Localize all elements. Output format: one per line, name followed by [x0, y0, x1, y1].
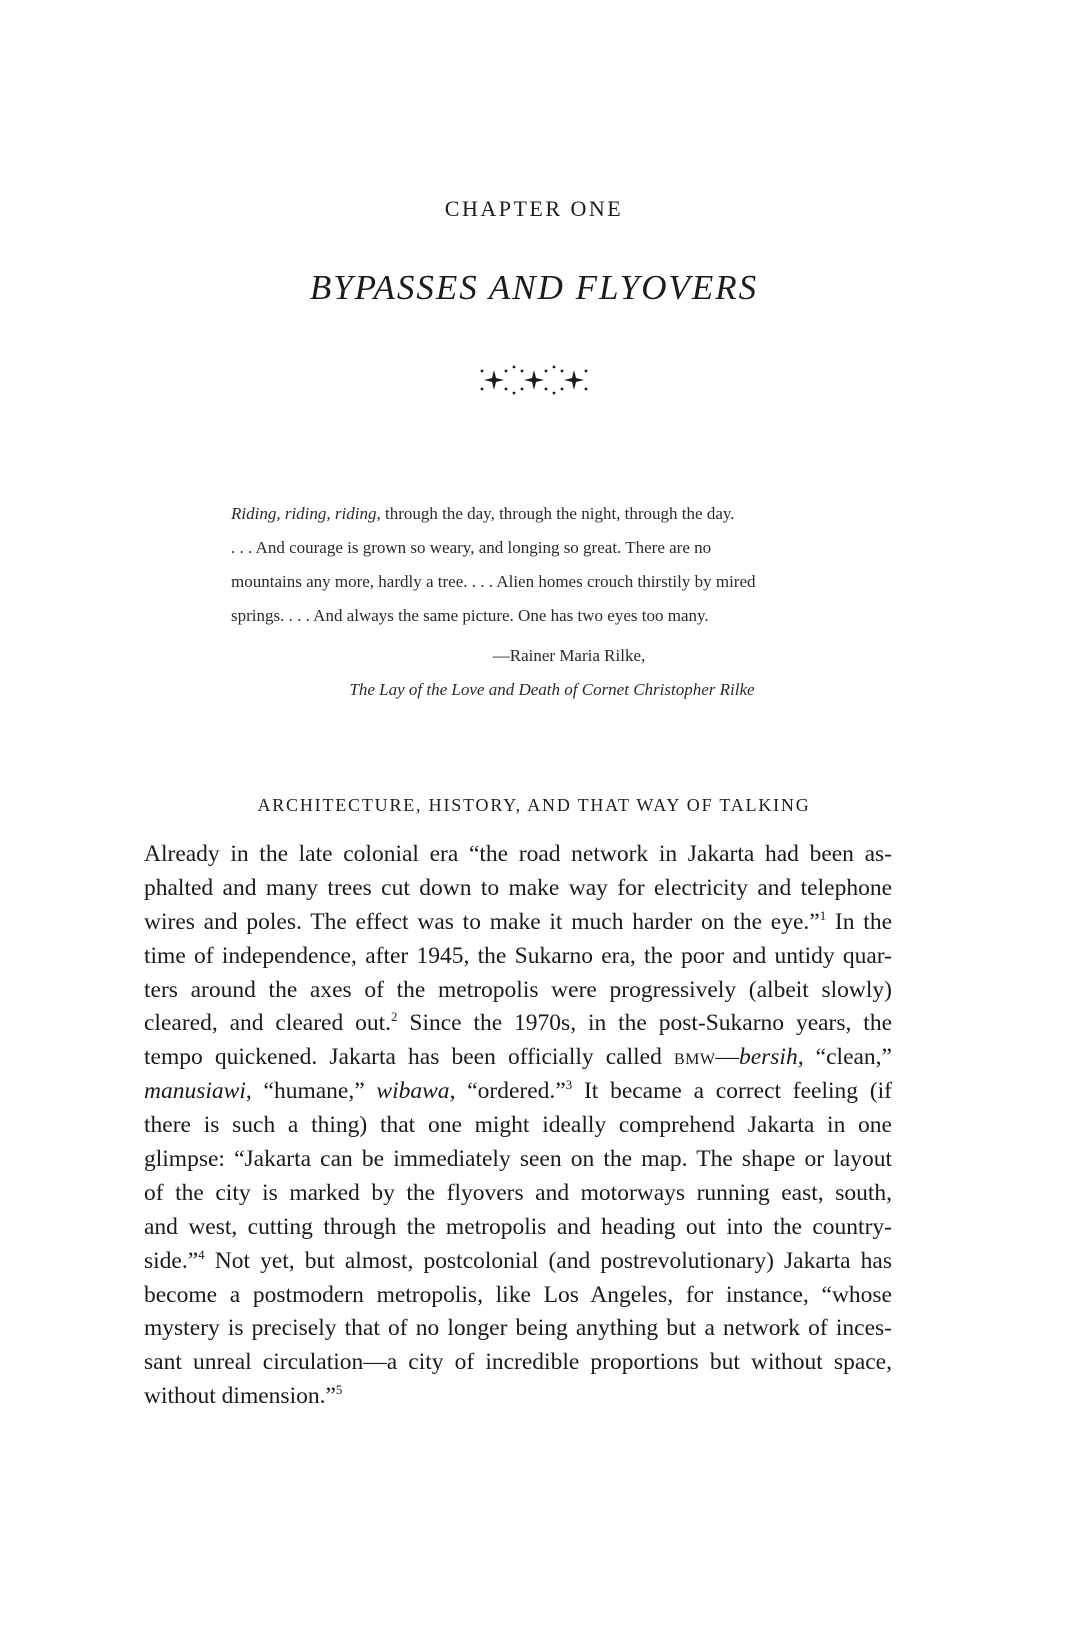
body-line: glimpse: “Jakarta can be immediately seen on the map. The shape or layout	[144, 1146, 892, 1173]
body-text: In the	[826, 908, 892, 935]
body-line	[144, 1075, 892, 1109]
section-heading: ARCHITECTURE, HISTORY, AND THAT WAY OF TALKING	[257, 795, 811, 815]
body-text: , “ordered.”	[449, 1078, 566, 1105]
body-line	[144, 1041, 892, 1075]
body-text: without dimension.”	[144, 1383, 336, 1410]
body-paragraph	[144, 838, 892, 1414]
body-line: and west, cutting through the metropolis and heading out into the country-	[144, 1213, 892, 1240]
epigraph-author: —Rainer Maria Rilke,	[492, 646, 646, 665]
epigraph-line: mountains any more, hardly a tree. . . . Alien homes crouch thirstily by mired	[231, 572, 756, 591]
epigraph-line: . . . And courage is grown so weary, and longing so great. There are no	[231, 538, 712, 557]
body-text: , “clean,”	[797, 1044, 892, 1071]
body-line	[144, 1245, 892, 1279]
epigraph-italic-phrase: Riding, riding, riding	[231, 504, 377, 523]
footnote-ref[interactable]: 2	[391, 1009, 398, 1025]
body-text: Not yet, but almost, postcolonial (and postrevolutionary) Jakarta has	[204, 1247, 892, 1274]
footnote-ref[interactable]: 4	[198, 1246, 205, 1262]
body-line: become a postmodern metropolis, like Los Angeles, for instance, “whose	[144, 1281, 892, 1308]
body-text: side.”	[144, 1247, 199, 1274]
body-line: Already in the late colonial era “the road network in Jakarta had been as-	[144, 841, 892, 867]
body-line: sant unreal circulation—a city of incredible proportions but without space,	[144, 1349, 892, 1376]
body-text: wires and poles. The effect was to make it much harder on the eye.”	[144, 908, 820, 935]
epigraph	[231, 497, 809, 633]
body-line: there is such a thing) that one might ideally comprehend Jakarta in one	[144, 1112, 892, 1139]
body-line: mystery is precisely that of no longer being anything but a network of inces-	[144, 1315, 892, 1342]
foreign-term: manusiawi	[144, 1078, 246, 1105]
body-line: phalted and many trees cut down to make way for electricity and telephone	[144, 874, 892, 901]
footnote-ref[interactable]: 3	[565, 1077, 573, 1093]
footnote-ref[interactable]: 5	[335, 1382, 343, 1398]
epigraph-attribution	[0, 639, 1068, 707]
body-line	[144, 906, 892, 940]
epigraph-work-title: The Lay of the Love and Death of Cornet Christopher Rilke	[349, 680, 755, 699]
chapter-title: BYPASSES AND FLYOVERS	[309, 268, 759, 307]
foreign-term: wibawa	[376, 1078, 450, 1105]
body-text: Since the 1970s, in the post-Sukarno years, the	[397, 1010, 892, 1037]
epigraph-line	[231, 497, 809, 531]
chapter-label: CHAPTER ONE	[444, 196, 624, 221]
body-line	[144, 1007, 892, 1041]
body-line: time of independence, after 1945, the Sukarno era, the poor and untidy quar-	[144, 942, 892, 969]
body-text: cleared, and cleared out.	[144, 1010, 392, 1037]
body-line	[144, 1380, 892, 1414]
epigraph-text: , through the day, through the night, through the day.	[376, 504, 735, 523]
body-line: ters around the axes of the metropolis were progressively (albeit slowly)	[144, 976, 892, 1003]
body-line: of the city is marked by the flyovers and motorways running east, south,	[144, 1179, 892, 1206]
acronym-bmw: bmw	[673, 1044, 716, 1071]
epigraph-line: springs. . . . And always the same picture. One has two eyes too many.	[231, 606, 709, 625]
three-star-ornament-icon	[474, 360, 594, 400]
foreign-term: bersih	[738, 1044, 798, 1071]
body-text: —	[715, 1044, 739, 1071]
footnote-ref[interactable]: 1	[819, 907, 827, 923]
body-text: , “humane,”	[245, 1078, 377, 1105]
body-text: tempo quickened. Jakarta has been officially called	[144, 1044, 674, 1071]
body-text: It became a correct feeling (if	[572, 1078, 893, 1105]
